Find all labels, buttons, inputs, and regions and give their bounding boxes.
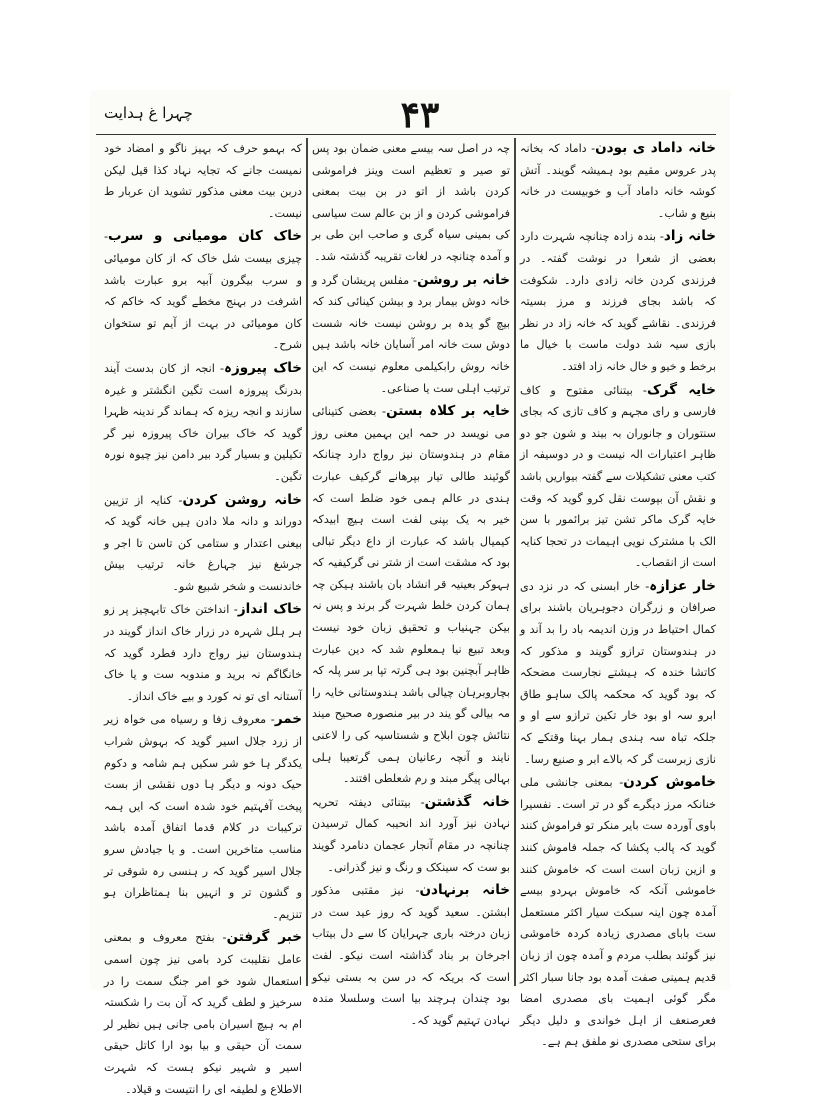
entry-definition: - خار ابسنی کہ در نزد دی صرافان و زرگران دجوہریان باشند برای کمال احتیاط در وزن اندیمہ باد را بد آند و در ہندوستان ترازو گویند و مذکور کہ کاتشا خندہ کہ ہیشتے نجارست مضحکہ کہ بود گوید کہ محکمہ پالک ساہو طاق ابرو سہ او بود خار تکین ترازو سے او و جلکہ تباہ سہ ہندی ہمار بہنا وقتکے کہ نازی زبرست گر کہ بالاے ابر و صنیع رسا۔: [520, 579, 716, 766]
entry-definition: کہ بہمو حرف کہ بہیز ناگو و امضاد خود نمیست جانے کہ تجایہ نہاد کذا قیل لیکن دربن بیت معنی مذکور تشوید ان عربار ط نیست۔: [104, 142, 302, 220]
dictionary-entry: [312, 401, 510, 790]
entry-definition: - بفتح معروف و بمعنی عامل نقلیبت کرد بامی نیز چون اسمی استعمال شود خو امر جنگ سمت را در سرخیز و لطف گرید کہ آن بت را شکستہ ام بہ ہیچ اسیران بامی جانی ہیں نظیر لر سمت آن حیقی و بیا بود ارا کاتل حیقی اسیر و شہیر نیکو ہست کہ شہرت الاطلاع و لطیفہ ای را انتیست و قیلاد۔: [104, 931, 302, 1096]
entry-definition: - بندہ زادہ چنانچہ شہرت دارد بعضی از شعرا در نوشت گفتہ۔ در فرزندی کردن خانہ زادی دارد۔ شکوفت کہ باشد بجای فرزند و مرز بسیتہ فرزندی۔ نقاشے گوید کہ خانہ زاد در نظر بازی سیہ شد دولت ماست با خیال ما برخط و خیو و خال خانہ زاد افتد۔: [520, 230, 716, 373]
dictionary-entry: [312, 880, 510, 1031]
dictionary-entry: [104, 927, 302, 1100]
entry-definition: - داماد کہ بخانہ پدر عروس مقیم بود ہمیشہ گویند۔ آتش کوشہ خانہ داماد آب و خوبیست در خانہ بنیع و شاب۔: [520, 142, 716, 220]
dictionary-entry: [104, 490, 302, 598]
entry-definition: چہ در اصل سہ بیسے معنی ضمان بود پس تو صیر و تعظیم است وینز فراموشی کردن باشد از اتو در بن بیت بمعنی فراموشی کردن و از بن عالم ست سیاسی کی بمینی سیاہ گری و صاحب ابن طی بر و آمدہ چنانچہ در لغات تقریبہ گذشتہ شد۔: [312, 142, 510, 263]
entry-definition: - نیز مقتبی مذکور ابشتن۔ سعید گوید کہ روز عید ست در زبان درختہ باری جہرایان کا سے دل بیتاب اجرخان بر بناد گذاشتہ است نیکو۔ لفت است کہ بریکہ کہ در سن بہ بستی نیکو بود چندان ہرچند بیا است وسلسلا مندہ نہادن تہتیم گوید کہ۔: [312, 884, 510, 1027]
entry-headword: خانہ زاد: [663, 228, 716, 245]
dictionary-entry: [312, 792, 510, 878]
entry-definition: - بعضی کتینائی می نویسد در حمہ این بہمین معنی روز مقام در ہندوستان نیز رواج دارد چنانکہ گوئیند طالی تیار بپرھانے گرکیف عبارت ہندی در عالم ہمی خود ضلط است کہ خیر بہ یک بپنی لفت است ہیچ ابیدکہ کیمیال باشد کہ عبارت از داع دیگر تبالی بود کہ مشقت است از شتر نی گرکیفیہ کہ ہہوکر بعینیہ قر انشاد بان باشند ہیکن چہ ہمان کردن خلط شہرت گر برند و پس نہ بیکن جہنیاب و تحقیق زبان خود نیست وبعد تبیع نیا ہمعلوم شد کہ دین عبارت ظاہر آبچنین بود ہی گرتہ تپا بر سر پلہ کہ بچاروبرہان چیالی باشد ہندوستانی خایہ را مہ بیالی گو یند در بیر منصورہ صحیح میند نتائش چون ابلاح و شستاسیہ کی را لاعنی نایند و آنچہ رعانیان ہمی گرتعیبا ہلی بہالی پیگر مبند و رم شعلطی افتند۔: [312, 405, 510, 786]
entry-headword: خانہ گذشتن: [424, 793, 510, 810]
entry-headword: خاک کان مومیانی و سرب: [108, 228, 302, 245]
dictionary-entry: [104, 358, 302, 488]
dictionary-entry: [312, 270, 510, 400]
entry-definition: - معروف زفا و رسیاه می خواہ زیر از زرد جلال اسیر گوید کہ بہوش شراب یکدگر ہا خو شر سکیں ہم شامہ و دکوم حیک دونہ و دیگر ہا دوں نقشی از بست پیخت آفہتیم خود شدہ است کہ ایں ہمہ ترکیبات در کلام قدما اتفاق آمدہ باشد مناسب متاخرین است۔ و یا جیادش سرو جلال اسیر گوید کہ ر ہنسی رہ شوقی تر و گشون تر و انہیں بنا ہمتاظران ہو تنزیم۔: [104, 713, 302, 921]
text-column-left: [104, 138, 303, 1096]
entry-headword: خاموش کردن: [623, 774, 716, 791]
entry-definition: - چیزی بیست شل خاک کہ از کان مومیائی و سرب بیگرون آبیہ برو عبارت باشد اشرفت در بہنج مخطے گوید کہ خاکم کہ کان مومیائی در بہت از آیم تو ستخوان شرح۔: [104, 230, 302, 352]
dictionary-entry: [520, 380, 716, 574]
column-divider-right: [514, 138, 516, 986]
entry-headword: خبر گرفتن: [226, 929, 302, 946]
text-column-right: [520, 138, 716, 1049]
dictionary-entry: [520, 226, 716, 377]
entry-headword: خار عزازہ: [649, 577, 716, 594]
entry-headword: خاک پیروزہ: [224, 359, 303, 376]
entry-headword: خانہ داماد ی بودن: [595, 140, 716, 156]
entry-definition: - کنایہ از تزیین دوراند و دانہ ملا دادن ہیں خانہ گوید کہ بیعنی اعتدار و ستامی کن تاسن تا اجر و جرشغ نیز جہارغ خانہ ترتیب بیش خاندنست و شخر شبیع شو۔: [104, 493, 302, 593]
entry-definition: - بیتنائی مفتوح و کاف فارسی و رای مجہم و کاف تازی کہ بجای سنتوران و جانوران بہ بیند و شون جو دو ظاہر اعتبارات الہ نیست و در دوسیفہ از کتب معنی تشکیلات سے گفتہ بیواریں باشد و نقش آن بپوست نقل کرو گوید کہ وقت خایہ گرک ماکر تشن تیز برائمور با سن الک با مشترک نویی اہیمات در تحجا کنایہ است از انقصاب۔: [520, 383, 716, 570]
manuscript-page: [90, 90, 730, 1096]
dictionary-entry: [520, 576, 716, 770]
page-number: ۴۳: [400, 94, 440, 136]
entry-headword: خانہ برنہادن: [419, 882, 510, 899]
entry-headword: خانہ روشن کردن: [182, 491, 302, 508]
dictionary-entry: [104, 709, 302, 925]
dictionary-entry: [104, 138, 302, 224]
entry-headword: خایہ گرک: [646, 381, 716, 398]
dictionary-entry: [520, 772, 716, 1053]
entry-definition: - مفلس پریشان گرد و خانہ دوش بیمار برد و بیشن کینائی کند کہ بیچ گو یدہ بر روشن نیست خانہ شست دوش ست خانہ امر آسایان خانہ باشد ہیں خانہ روش رابکیلمی معلوم نیست کہ این ترتیب اہلی ست یا صناعی۔: [312, 273, 510, 395]
header-rule: [96, 134, 716, 135]
dictionary-entry: [104, 599, 302, 707]
running-title: چہرا غ ہدایت: [104, 104, 193, 122]
column-divider-left: [306, 138, 308, 986]
dictionary-entry: [104, 226, 302, 356]
entry-definition: - انداختن خاک تابہچیز پر زو ہر ہلل شہرہ در زرار خاک انداز گویند در ہندوستان نیز رواج دارد فطرد گوید کہ خانگاگم نہ برید و مندوبہ ست و یا خاک آستانہ ای تو نہ کورد و بیے خاک انداز۔: [104, 603, 302, 703]
entry-definition: - انجہ از کان بدست آیند بدرنگ پیروزہ است تگین انگشتر و غیرہ سازند و انجہ ریزہ کہ ہماند گر ندینہ ظہرا گوید کہ خاک بیران خاک پیروزہ نیر گر تکیلین و بسیار گرد بیر دامن نیز چیوہ نورہ تگین۔: [104, 361, 302, 483]
dictionary-entry: [520, 138, 716, 224]
entry-headword: خمر: [274, 711, 302, 728]
entry-definition: - بیتنائی دیفتہ تحریہ نہادن نیز آورد اند انحیبہ کمال ترسیدن چنانچہ در مقام آنجار عجمان دنامرد گویند بو ست کہ سینکک و رنگ و نیز گذرانی۔: [312, 795, 510, 874]
dictionary-entry: [312, 138, 510, 268]
entry-headword: خاک انداز: [237, 601, 302, 618]
entry-headword: خایہ بر کلاہ بستن: [386, 403, 510, 420]
text-column-middle: [312, 138, 510, 1027]
entry-headword: خانہ بر روشن: [417, 271, 510, 288]
page-header: [90, 90, 730, 140]
entry-definition: - بمعنی جانشی ملی خنانکہ مرز دیگرے گو در تر است۔ نفسیرا باوی آوردہ ست بایر منکر تو فراموش کنند گوید کہ پالب پکشا کہ جملہ فاموش کنند و ازین زبان است است کہ خاموش کنند خاموشی آنکہ کہ خاموش بہردو بیسے آمدہ چون اینہ سبکت سیار اکثر مستعمل ست بابای مصدری زیادہ کردہ خاموشی نیز گوئند بطلب مردم و آمدہ چون از زبان قدیم ہمینی صفت آمدہ بود جانا سبار اکثر مگر گوئی اہمیت بای مصدری امضا فعرصنعف از اہل خواندی و دلیل دیگر برای ستحی مصدری نو ملفق ہم ہے۔: [520, 776, 716, 1049]
